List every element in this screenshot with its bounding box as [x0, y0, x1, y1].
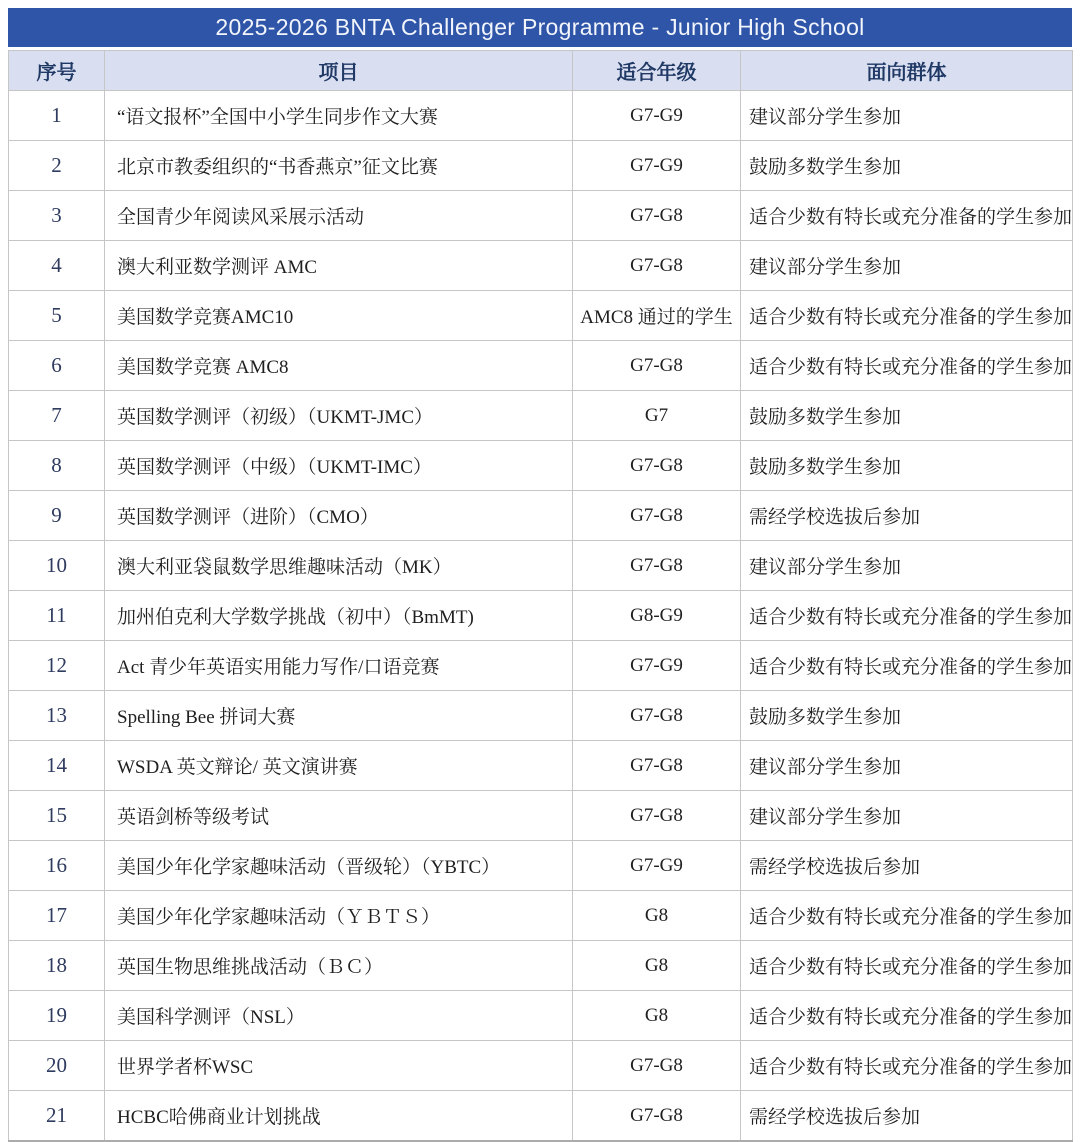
cell-project-name: 北京市教委组织的“书香燕京”征文比赛 [105, 141, 573, 191]
cell-project-name: 澳大利亚数学测评 AMC [105, 241, 573, 291]
cell-target-group: 适合少数有特长或充分准备的学生参加 [741, 641, 1073, 691]
cell-project-name: 英语剑桥等级考试 [105, 791, 573, 841]
cell-row-number: 17 [9, 891, 105, 941]
cell-row-number: 9 [9, 491, 105, 541]
cell-target-group: 鼓励多数学生参加 [741, 391, 1073, 441]
cell-grade-range: G7-G9 [573, 641, 741, 691]
cell-grade-range: G7 [573, 391, 741, 441]
cell-target-group: 鼓励多数学生参加 [741, 441, 1073, 491]
cell-grade-range: G7-G8 [573, 491, 741, 541]
cell-project-name: “语文报杯”全国中小学生同步作文大赛 [105, 91, 573, 141]
table-row [9, 241, 1073, 291]
table-row [9, 391, 1073, 441]
cell-row-number: 6 [9, 341, 105, 391]
table-row [9, 741, 1073, 791]
cell-grade-range: G8 [573, 891, 741, 941]
table-row [9, 1041, 1073, 1091]
cell-project-name: 世界学者杯WSC [105, 1041, 573, 1091]
cell-project-name: 英国数学测评（中级）（UKMT-IMC） [105, 441, 573, 491]
cell-row-number: 16 [9, 841, 105, 891]
cell-project-name: 美国少年化学家趣味活动（晋级轮）（YBTC） [105, 841, 573, 891]
column-header-grade: 适合年级 [573, 51, 741, 91]
cell-project-name: 澳大利亚袋鼠数学思维趣味活动（MK） [105, 541, 573, 591]
cell-row-number: 13 [9, 691, 105, 741]
table-row [9, 691, 1073, 741]
cell-target-group: 适合少数有特长或充分准备的学生参加 [741, 891, 1073, 941]
cell-target-group: 适合少数有特长或充分准备的学生参加 [741, 191, 1073, 241]
cell-row-number: 15 [9, 791, 105, 841]
cell-project-name: 英国数学测评（初级）（UKMT-JMC） [105, 391, 573, 441]
table-row [9, 341, 1073, 391]
table-row [9, 991, 1073, 1041]
table-row [9, 791, 1073, 841]
cell-grade-range: G7-G8 [573, 1091, 741, 1142]
programme-table [8, 50, 1073, 1142]
cell-grade-range: G8 [573, 991, 741, 1041]
cell-grade-range: G7-G8 [573, 1041, 741, 1091]
cell-row-number: 19 [9, 991, 105, 1041]
cell-grade-range: G8 [573, 941, 741, 991]
cell-target-group: 适合少数有特长或充分准备的学生参加 [741, 291, 1073, 341]
table-row [9, 491, 1073, 541]
table-body [9, 91, 1073, 1142]
column-header-project: 项目 [105, 51, 573, 91]
cell-target-group: 适合少数有特长或充分准备的学生参加 [741, 941, 1073, 991]
cell-target-group: 适合少数有特长或充分准备的学生参加 [741, 991, 1073, 1041]
cell-grade-range: G7-G8 [573, 791, 741, 841]
cell-target-group: 建议部分学生参加 [741, 741, 1073, 791]
table-row [9, 891, 1073, 941]
column-header-group: 面向群体 [741, 51, 1073, 91]
cell-project-name: 美国数学竞赛AMC10 [105, 291, 573, 341]
cell-row-number: 1 [9, 91, 105, 141]
cell-project-name: Spelling Bee 拼词大赛 [105, 691, 573, 741]
table-row [9, 591, 1073, 641]
cell-row-number: 20 [9, 1041, 105, 1091]
table-row [9, 641, 1073, 691]
cell-target-group: 需经学校选拔后参加 [741, 841, 1073, 891]
page-title: 2025-2026 BNTA Challenger Programme - Junior High School [215, 14, 865, 40]
cell-row-number: 12 [9, 641, 105, 691]
cell-target-group: 适合少数有特长或充分准备的学生参加 [741, 341, 1073, 391]
cell-project-name: 全国青少年阅读风采展示活动 [105, 191, 573, 241]
cell-row-number: 18 [9, 941, 105, 991]
table-header [9, 51, 1073, 91]
cell-grade-range: G7-G8 [573, 441, 741, 491]
cell-project-name: 加州伯克利大学数学挑战（初中）（BmMT) [105, 591, 573, 641]
cell-row-number: 7 [9, 391, 105, 441]
cell-row-number: 2 [9, 141, 105, 191]
cell-grade-range: G7-G8 [573, 341, 741, 391]
cell-grade-range: G7-G9 [573, 141, 741, 191]
table-row [9, 291, 1073, 341]
table-row [9, 941, 1073, 991]
cell-target-group: 适合少数有特长或充分准备的学生参加 [741, 591, 1073, 641]
cell-grade-range: G7-G8 [573, 191, 741, 241]
cell-target-group: 建议部分学生参加 [741, 791, 1073, 841]
cell-project-name: 美国少年化学家趣味活动（ＹＢＴＳ） [105, 891, 573, 941]
cell-row-number: 21 [9, 1091, 105, 1142]
cell-project-name: 英国生物思维挑战活动（ＢＣ） [105, 941, 573, 991]
cell-row-number: 5 [9, 291, 105, 341]
cell-grade-range: G7-G8 [573, 541, 741, 591]
table-row [9, 541, 1073, 591]
table-row [9, 1091, 1073, 1142]
cell-grade-range: G7-G8 [573, 691, 741, 741]
table-row [9, 191, 1073, 241]
cell-project-name: Act 青少年英语实用能力写作/口语竞赛 [105, 641, 573, 691]
cell-project-name: 美国科学测评（NSL） [105, 991, 573, 1041]
cell-row-number: 11 [9, 591, 105, 641]
cell-row-number: 3 [9, 191, 105, 241]
cell-row-number: 8 [9, 441, 105, 491]
cell-project-name: WSDA 英文辩论/ 英文演讲赛 [105, 741, 573, 791]
title-bar [8, 8, 1072, 47]
cell-project-name: 美国数学竞赛 AMC8 [105, 341, 573, 391]
table-row [9, 91, 1073, 141]
cell-target-group: 建议部分学生参加 [741, 241, 1073, 291]
cell-target-group: 建议部分学生参加 [741, 541, 1073, 591]
cell-grade-range: G7-G8 [573, 241, 741, 291]
cell-target-group: 鼓励多数学生参加 [741, 141, 1073, 191]
column-header-no: 序号 [9, 51, 105, 91]
cell-target-group: 鼓励多数学生参加 [741, 691, 1073, 741]
cell-row-number: 4 [9, 241, 105, 291]
table-row [9, 841, 1073, 891]
cell-grade-range: G8-G9 [573, 591, 741, 641]
cell-project-name: 英国数学测评（进阶）（CMO） [105, 491, 573, 541]
table-row [9, 441, 1073, 491]
cell-project-name: HCBC哈佛商业计划挑战 [105, 1091, 573, 1142]
header-row [9, 51, 1073, 91]
cell-grade-range: G7-G9 [573, 841, 741, 891]
cell-target-group: 需经学校选拔后参加 [741, 1091, 1073, 1142]
cell-target-group: 适合少数有特长或充分准备的学生参加 [741, 1041, 1073, 1091]
cell-grade-range: G7-G9 [573, 91, 741, 141]
cell-row-number: 14 [9, 741, 105, 791]
cell-row-number: 10 [9, 541, 105, 591]
cell-grade-range: G7-G8 [573, 741, 741, 791]
cell-target-group: 建议部分学生参加 [741, 91, 1073, 141]
table-row [9, 141, 1073, 191]
cell-target-group: 需经学校选拔后参加 [741, 491, 1073, 541]
cell-grade-range: AMC8 通过的学生 [573, 291, 741, 341]
